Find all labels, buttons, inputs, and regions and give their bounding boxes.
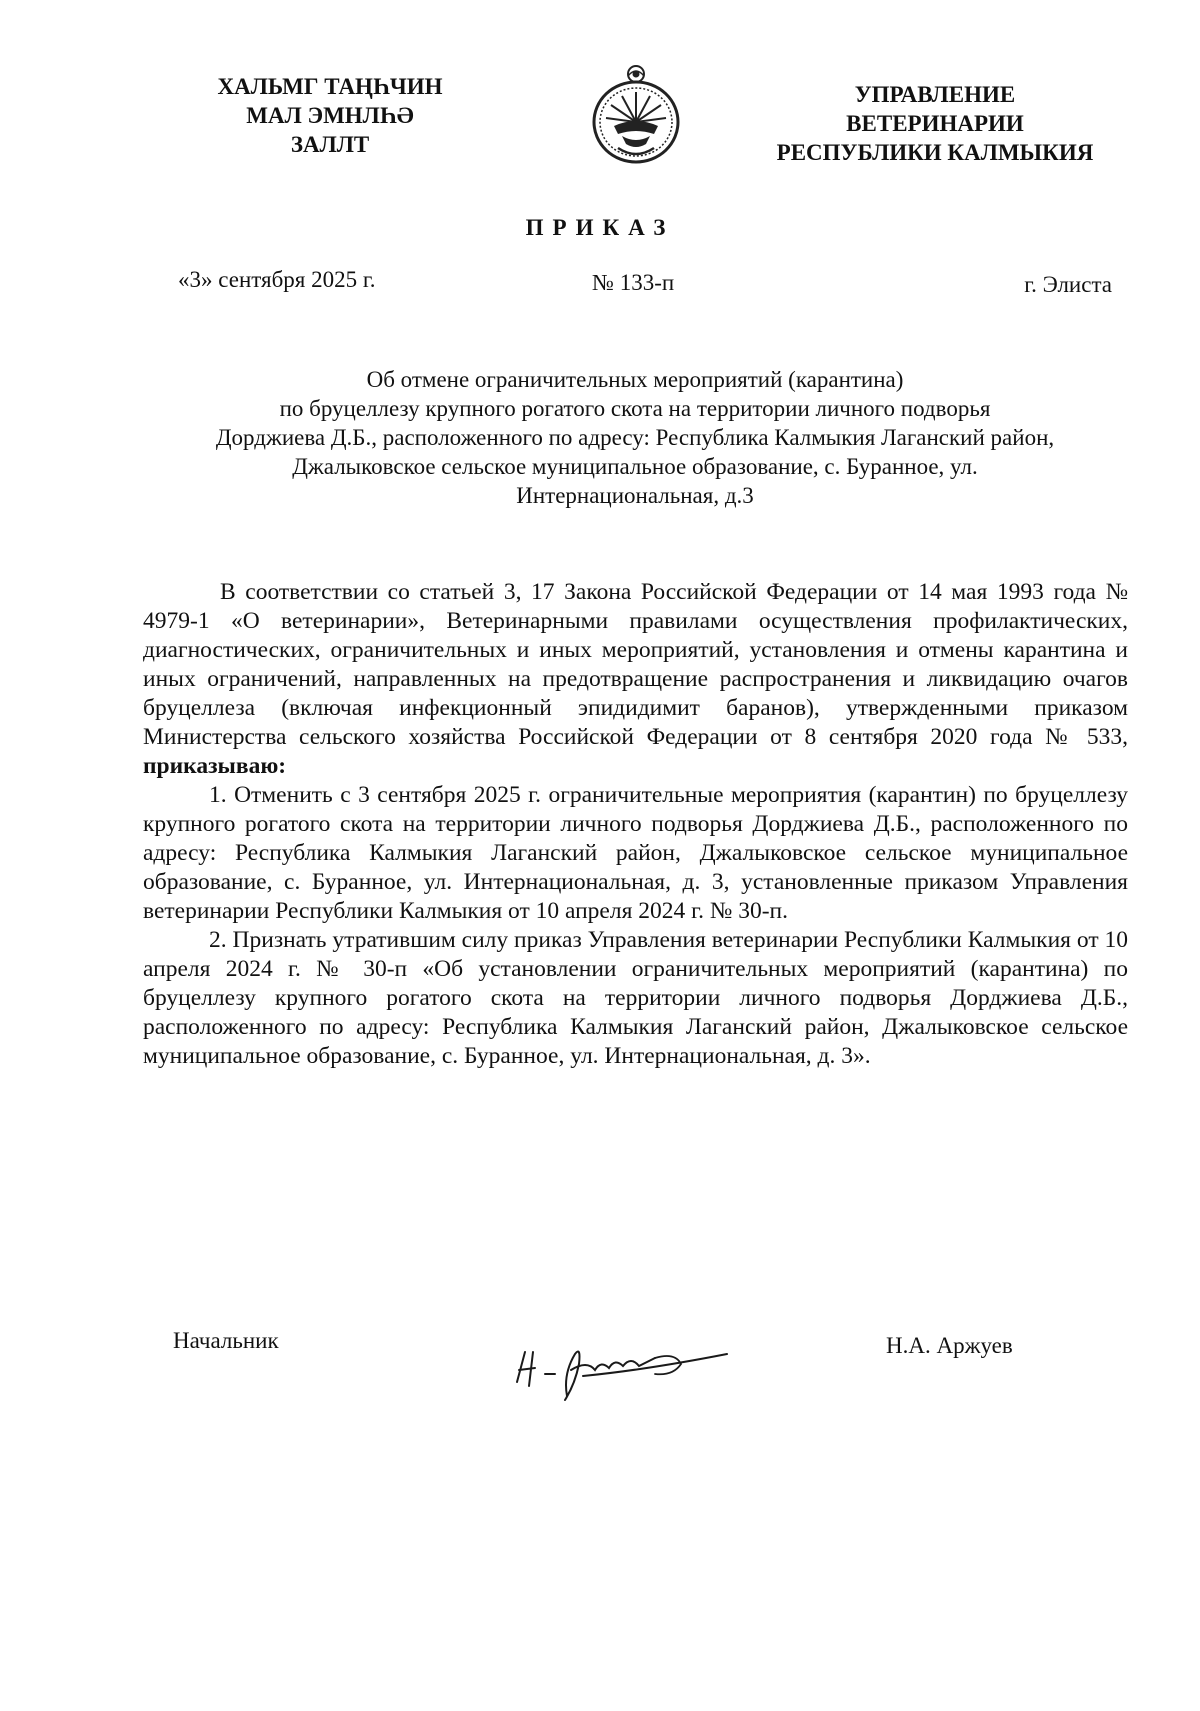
header-right-line-3: РЕСПУБЛИКИ КАЛМЫКИЯ <box>776 140 1094 165</box>
title-line: Об отмене ограничительных мероприятий (карантина) <box>366 367 904 392</box>
title-line: по бруцеллезу крупного рогатого скота на территории личного подворья <box>279 396 991 421</box>
command-word: приказываю: <box>143 753 287 779</box>
title-line: Дорджиева Д.Б., расположенного по адресу: Республика Калмыкия Лаганский район, <box>215 425 1055 450</box>
preamble-text: В соответствии со статьей 3, 17 Закона Российской Федерации от 14 мая 1993 года № 4979-1 «О ветеринарии», Ветеринарными правилами осуществления профилактических, диагностических, ограничительных и иных мероприятий, установления и отмены карантина и иных ограничений, направленных на предотвращение распространения и ликвидацию очагов бруцеллеза (включая инфекционный эпидидимит баранов), утвержденными приказом Министерства сельского хозяйства Российской Федерации от 8 сентября 2020 года № 533, <box>143 579 1128 750</box>
header-left-line-2: МАЛ ЭМНЛҺӘ <box>246 103 414 128</box>
header-kalmyk-name <box>180 72 480 159</box>
header-left-line-1: ХАЛЬМГ ТАҢҺЧИН <box>217 74 443 99</box>
order-date: «3» сентября 2025 г. <box>178 267 376 292</box>
order-city: г. Элиста <box>1024 272 1112 297</box>
order-item-1: 1. Отменить с 3 сентября 2025 г. ограничительные мероприятия (карантин) по бруцеллезу крупного рогатого скота на территории личного подворья Дорджиева Д.Б., расположенного по адресу: Республика Калмыкия Лаганский район, Джалыковское сельское муниципальное образование, с. Буранное, ул. Интернациональная, д. 3, установленные приказом Управления ветеринарии Республики Калмыкия от 10 апреля 2024 г. № 30-п. <box>143 782 1128 924</box>
signatory-name: Н.А. Аржуев <box>886 1333 1013 1358</box>
handwritten-signature <box>505 1330 735 1410</box>
coat-of-arms-emblem <box>588 60 684 168</box>
preamble-paragraph <box>143 578 1128 781</box>
order-item-2: 2. Признать утратившим силу приказ Управления ветеринарии Республики Калмыкия от 10 апреля 2024 г. № 30-п «Об установлении ограничительных мероприятий (карантина) по бруцеллезу крупного рогатого скота на территории личного подворья Дорджиева Д.Б., расположенного по адресу: Республика Калмыкия Лаганский район, Джалыковское сельское муниципальное образование, с. Буранное, ул. Интернациональная, д. 3». <box>143 927 1128 1069</box>
title-line: Интернациональная, д.3 <box>516 483 754 508</box>
header-russian-name <box>745 80 1125 167</box>
header-left-line-3: ЗАЛЛТ <box>290 132 370 157</box>
header-right-line-1: УПРАВЛЕНИЕ <box>854 82 1016 107</box>
order-title <box>140 365 1130 510</box>
order-body <box>143 578 1128 1071</box>
header-right-line-2: ВЕТЕРИНАРИИ <box>846 111 1024 136</box>
order-number: № 133-п <box>592 270 675 295</box>
title-line: Джалыковское сельское муниципальное образование, с. Буранное, ул. <box>292 454 978 479</box>
document-type: ПРИКАЗ <box>525 215 675 240</box>
signatory-position: Начальник <box>173 1328 279 1353</box>
